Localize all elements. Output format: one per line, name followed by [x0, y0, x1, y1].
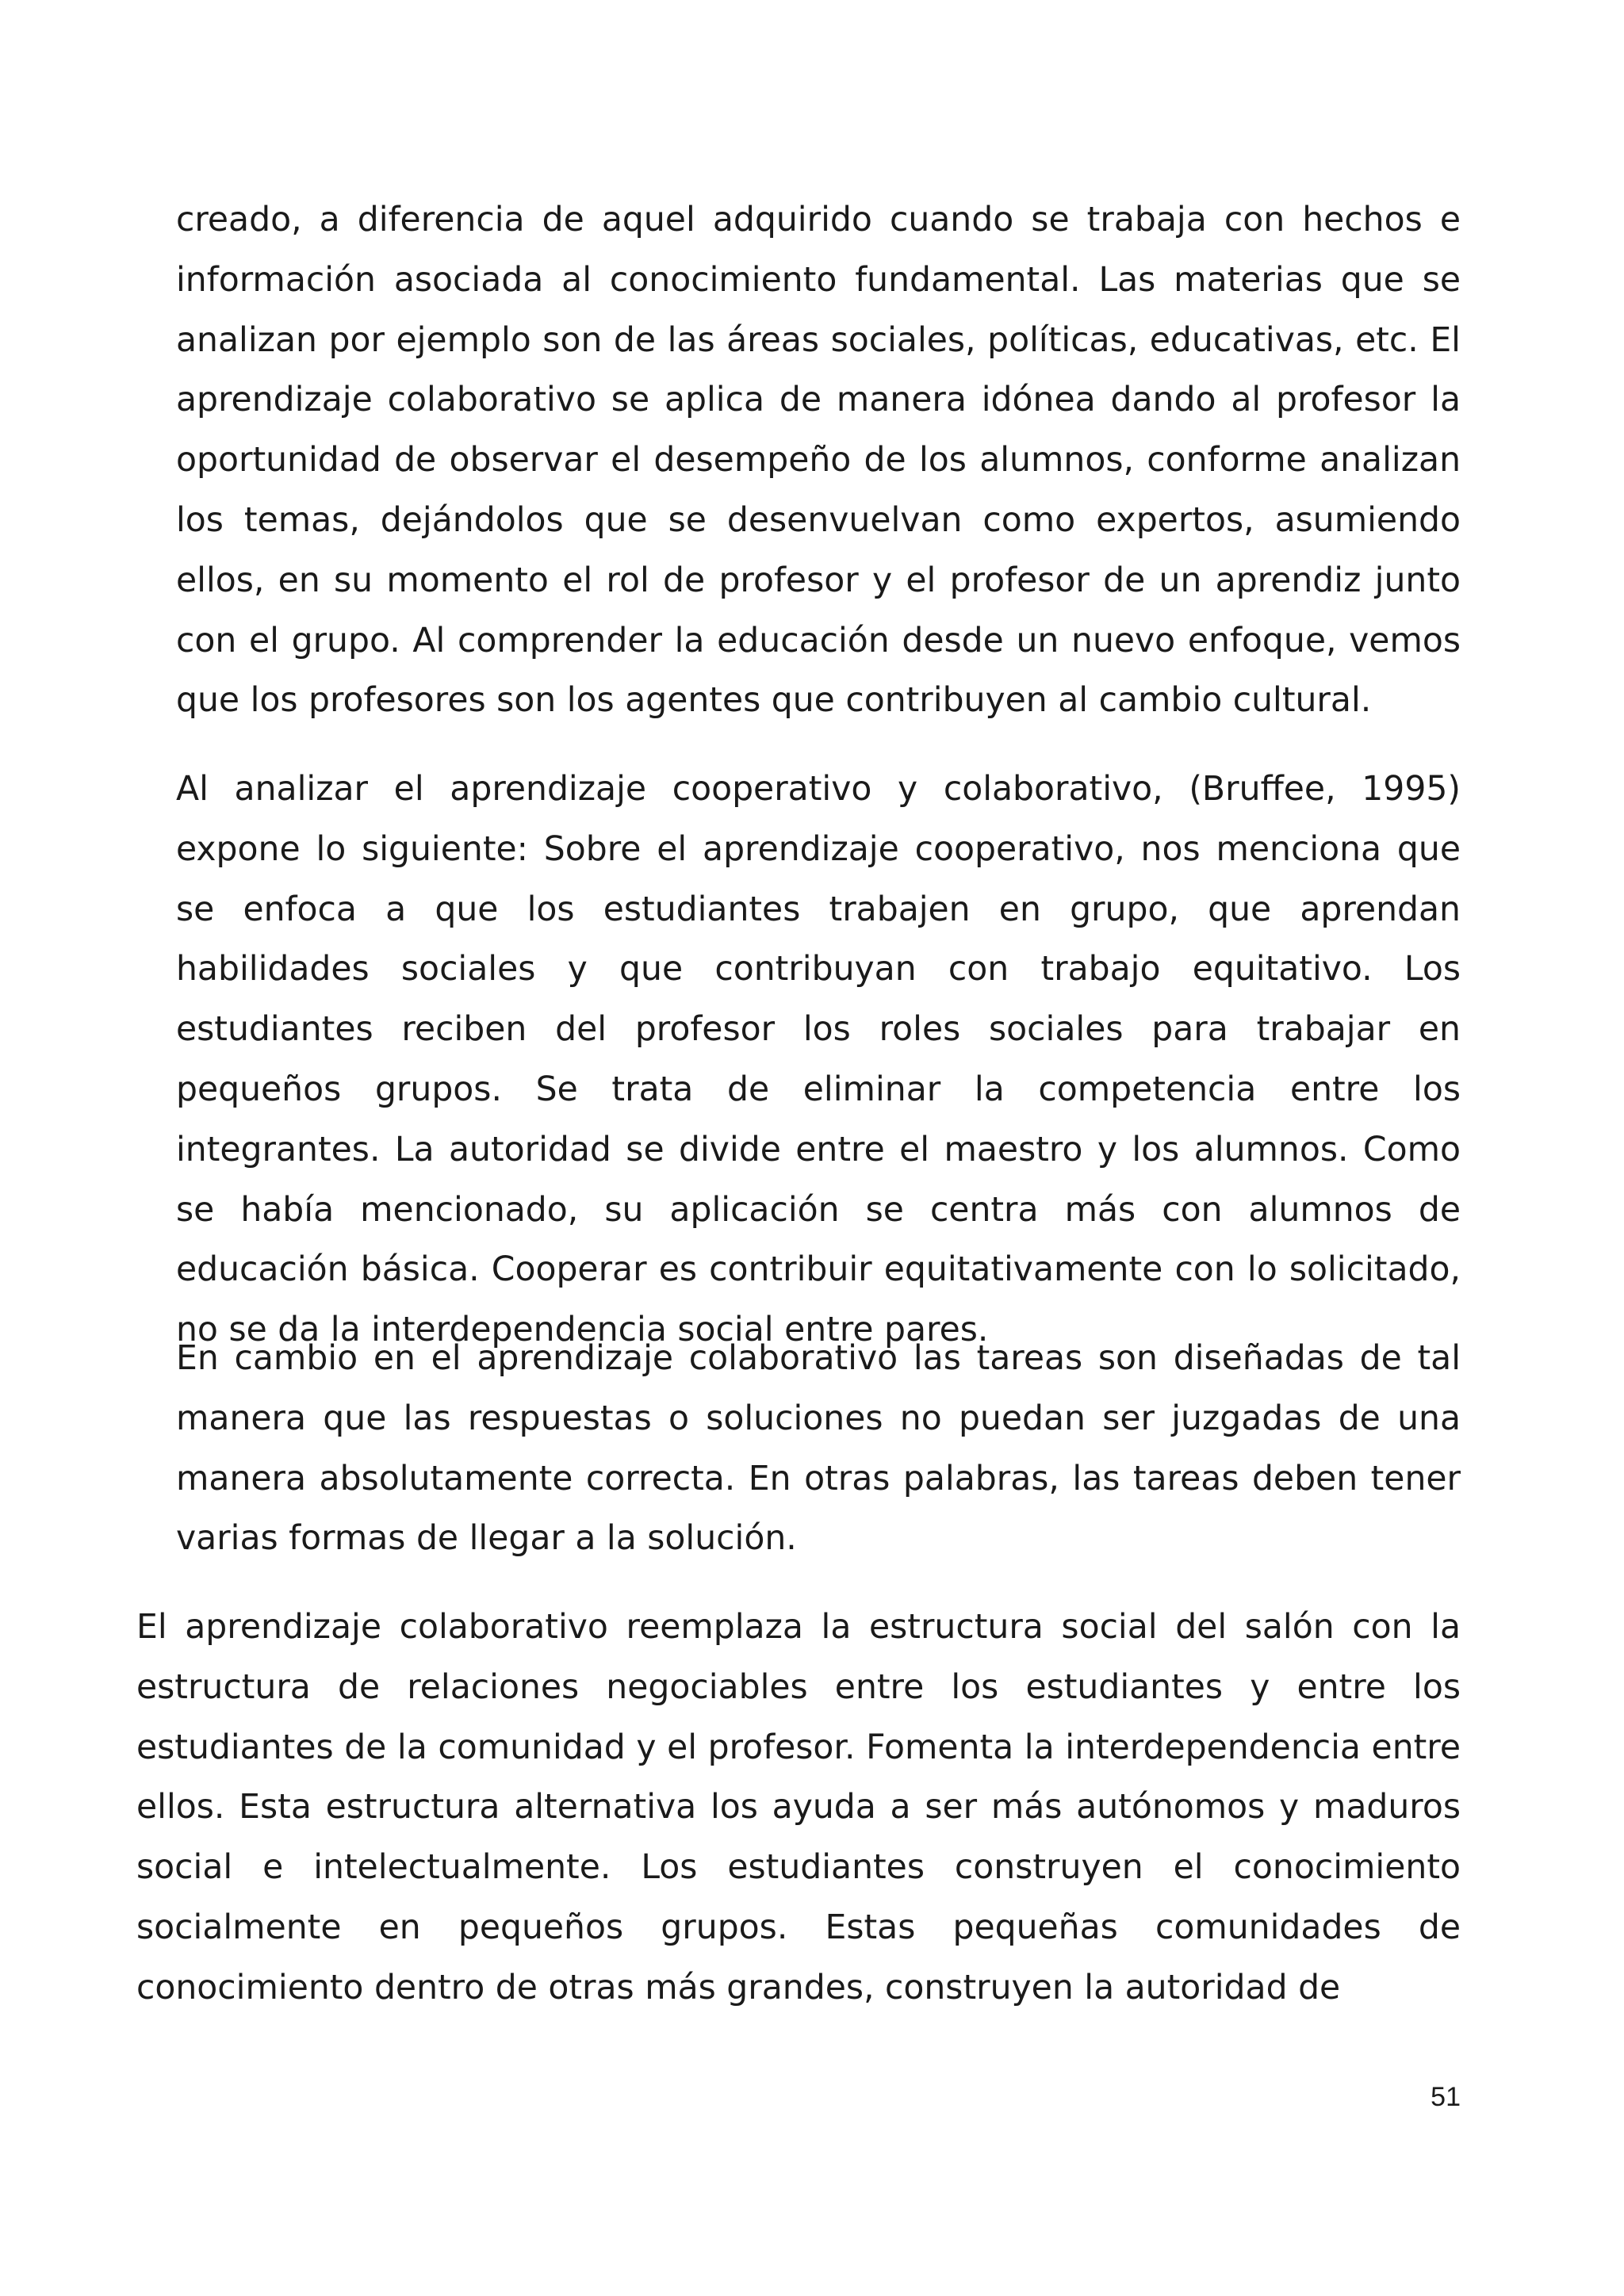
- quote-paragraph-3: En cambio en el aprendizaje colaborativo las tareas son diseñadas de tal manera que las respuestas o soluciones no puedan ser juzgadas de una manera absolutamente correcta. En otras palabras, las tareas deben tener varias formas de llegar a la solución.: [176, 1339, 1461, 1559]
- quote-paragraph-2: Al analizar el aprendizaje cooperativo y colaborativo, (Bruffee, 1995) expone lo siguiente: Sobre el aprendizaje cooperativo, nos menciona que se enfoca a que los estudiantes trabajen en grupo, que aprendan habilidades sociales y que contribuyan con trabajo equitativo. Los estudiantes reciben del profesor los roles sociales para trabajar en pequeños grupos. Se trata de eliminar la competencia entre los integrantes. La autoridad se divide entre el maestro y los alumnos. Como se había mencionado, su aplicación se centra más con alumnos de educación básica. Cooperar es contribuir equitativamente con lo solicitado, no se da la interdependencia social entre pares.: [176, 770, 1461, 1350]
- page-number: 51: [1431, 2082, 1461, 2112]
- quote-paragraph-1: creado, a diferencia de aquel adquirido cuando se trabaja con hechos e información asociada al conocimiento fundamental. Las materias que se analizan por ejemplo son de las áreas sociales, políticas, educativas, etc. El aprendizaje colaborativo se aplica de manera idónea dando al profesor la oportunidad de observar el desempeño de los alumnos, conforme analizan los temas, dejándolos que se desenvuelvan como expertos, asumiendo ellos, en su momento el rol de profesor y el profesor de un aprendiz junto con el grupo. Al comprender la educación desde un nuevo enfoque, vemos que los profesores son los agentes que contribuyen al cambio cultural.: [176, 201, 1461, 721]
- body-paragraph: El aprendizaje colaborativo reemplaza la estructura social del salón con la estructura de relaciones negociables entre los estudiantes y entre los estudiantes de la comunidad y el profesor. Fomenta la interdependencia entre ellos. Esta estructura alternativa los ayuda a ser más autónomos y maduros social e intelectualmente. Los estudiantes construyen el conocimiento socialmente en pequeños grupos. Estas pequeñas comunidades de conocimiento dentro de otras más grandes, construyen la autoridad de: [136, 1608, 1461, 2007]
